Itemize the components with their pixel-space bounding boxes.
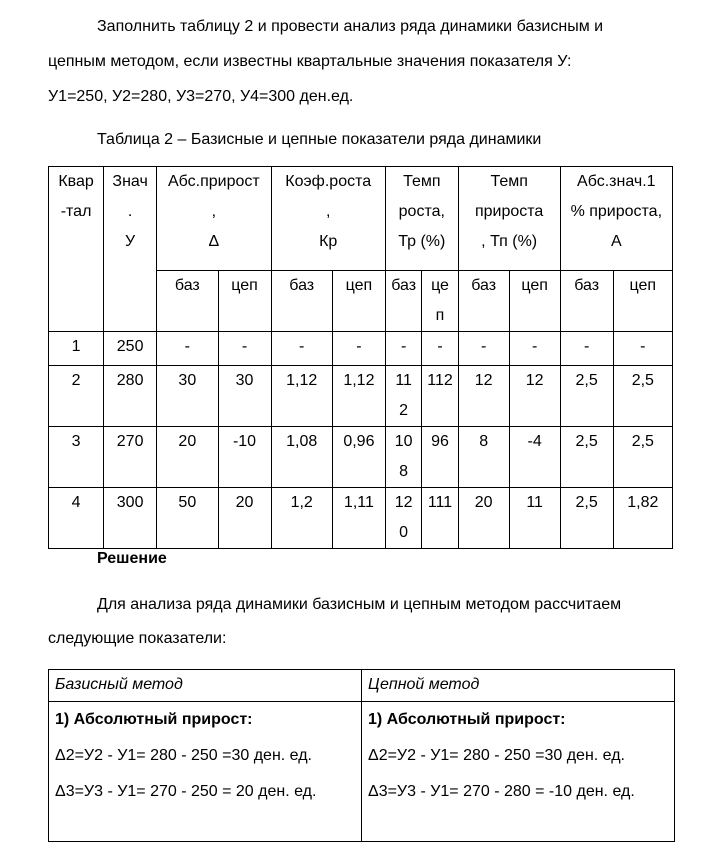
- sub-baz: баз: [157, 271, 218, 332]
- sub-baz: баз: [385, 271, 421, 332]
- table-cell: 2,5: [560, 488, 613, 549]
- table-cell: -: [218, 332, 271, 366]
- table-cell: 50: [157, 488, 218, 549]
- table-body: [49, 332, 673, 549]
- table-cell: 0,96: [332, 427, 385, 488]
- table-cell: 4: [49, 488, 104, 549]
- table-cell: 1,08: [271, 427, 332, 488]
- sub-tsep: цеп: [613, 271, 672, 332]
- table-row: [49, 427, 673, 488]
- table-cell: 30: [157, 366, 218, 427]
- table-cell: 2,5: [560, 427, 613, 488]
- table-cell: 2,5: [613, 366, 672, 427]
- basis-line-1: Δ2=У2 - У1= 280 - 250 =30 ден. ед.: [55, 747, 312, 764]
- table-caption: Таблица 2 – Базисные и цепные показатели ряда динамики: [97, 131, 542, 148]
- table-cell: 1,11: [332, 488, 385, 549]
- table-cell: 2,5: [613, 427, 672, 488]
- table-cell: 111: [422, 488, 458, 549]
- table-cell: 250: [104, 332, 157, 366]
- basis-method-header: Базисный метод: [49, 670, 362, 702]
- header-kvartal: Квар -тал: [49, 167, 104, 332]
- table-cell: 11: [509, 488, 560, 549]
- sub-baz: баз: [560, 271, 613, 332]
- intro-line-2: цепным методом, если известны квартальные значения показателя У:: [48, 53, 572, 70]
- header-koef-rosta: Коэф.роста , Кр: [271, 167, 385, 271]
- chain-abs-title: 1) Абсолютный прирост:: [368, 711, 566, 728]
- basis-line-2: Δ3=У3 - У1= 270 - 250 = 20 ден. ед.: [55, 783, 317, 800]
- header-temp-prirosta: Темп прироста , Тп (%): [458, 167, 560, 271]
- header-znach: Знач . У: [104, 167, 157, 332]
- table-cell: 12: [458, 366, 509, 427]
- table-cell: 1,82: [613, 488, 672, 549]
- table-cell: -10: [218, 427, 271, 488]
- basis-method-cell: [49, 702, 362, 842]
- table-cell: -: [332, 332, 385, 366]
- table-row: [49, 332, 673, 366]
- table-cell: 2,5: [560, 366, 613, 427]
- table-cell: 270: [104, 427, 157, 488]
- table-cell: 3: [49, 427, 104, 488]
- table-cell: -: [157, 332, 218, 366]
- table-cell: 20: [458, 488, 509, 549]
- table-cell: -: [271, 332, 332, 366]
- table-cell: 20: [218, 488, 271, 549]
- table-cell: 30: [218, 366, 271, 427]
- table-cell: 12: [509, 366, 560, 427]
- table-cell: 112: [422, 366, 458, 427]
- sub-tsep: це п: [422, 271, 458, 332]
- table-cell: 96: [422, 427, 458, 488]
- table-cell: -: [422, 332, 458, 366]
- table-cell: 300: [104, 488, 157, 549]
- sub-tsep: цеп: [332, 271, 385, 332]
- table-cell: -: [385, 332, 421, 366]
- table-cell: -: [509, 332, 560, 366]
- table-cell: 20: [157, 427, 218, 488]
- header-temp-rosta: Темп роста, Тр (%): [385, 167, 458, 271]
- table-cell: -: [560, 332, 613, 366]
- table-cell: 12 0: [385, 488, 421, 549]
- methods-header-row: [49, 670, 675, 702]
- chain-method-header: Цепной метод: [362, 670, 675, 702]
- sub-tsep: цеп: [509, 271, 560, 332]
- table-cell: 11 2: [385, 366, 421, 427]
- basis-abs-title: 1) Абсолютный прирост:: [55, 711, 253, 728]
- chain-method-cell: [362, 702, 675, 842]
- intro-line-3: У1=250, У2=280, У3=270, У4=300 ден.ед.: [48, 88, 354, 105]
- intro-line-1: Заполнить таблицу 2 и провести анализ ряда динамики базисным и: [97, 18, 604, 35]
- solution-para-2: следующие показатели:: [48, 630, 227, 647]
- table-cell: 280: [104, 366, 157, 427]
- table-cell: 2: [49, 366, 104, 427]
- sub-baz: баз: [458, 271, 509, 332]
- table-cell: -4: [509, 427, 560, 488]
- table-cell: -: [458, 332, 509, 366]
- table-header-row: [49, 167, 673, 271]
- solution-title: Решение: [97, 550, 167, 567]
- table-cell: 1,12: [271, 366, 332, 427]
- solution-para-1: Для анализа ряда динамики базисным и цепным методом рассчитаем: [97, 596, 622, 613]
- chain-line-2: Δ3=У3 - У1= 270 - 280 = -10 ден. ед.: [368, 783, 635, 800]
- header-abs-znach: Абс.знач.1 % прироста, А: [560, 167, 672, 271]
- methods-content-row: [49, 702, 675, 842]
- table-cell: 1,2: [271, 488, 332, 549]
- table-cell: 10 8: [385, 427, 421, 488]
- methods-table: [48, 669, 675, 842]
- chain-line-1: Δ2=У2 - У1= 280 - 250 =30 ден. ед.: [368, 747, 625, 764]
- table-row: [49, 366, 673, 427]
- table-row: [49, 488, 673, 549]
- table-cell: -: [613, 332, 672, 366]
- header-abs-prirost: Абс.прирост , Δ: [157, 167, 271, 271]
- table-cell: 1,12: [332, 366, 385, 427]
- sub-tsep: цеп: [218, 271, 271, 332]
- dynamics-table: [48, 166, 673, 549]
- table-cell: 8: [458, 427, 509, 488]
- sub-baz: баз: [271, 271, 332, 332]
- table-cell: 1: [49, 332, 104, 366]
